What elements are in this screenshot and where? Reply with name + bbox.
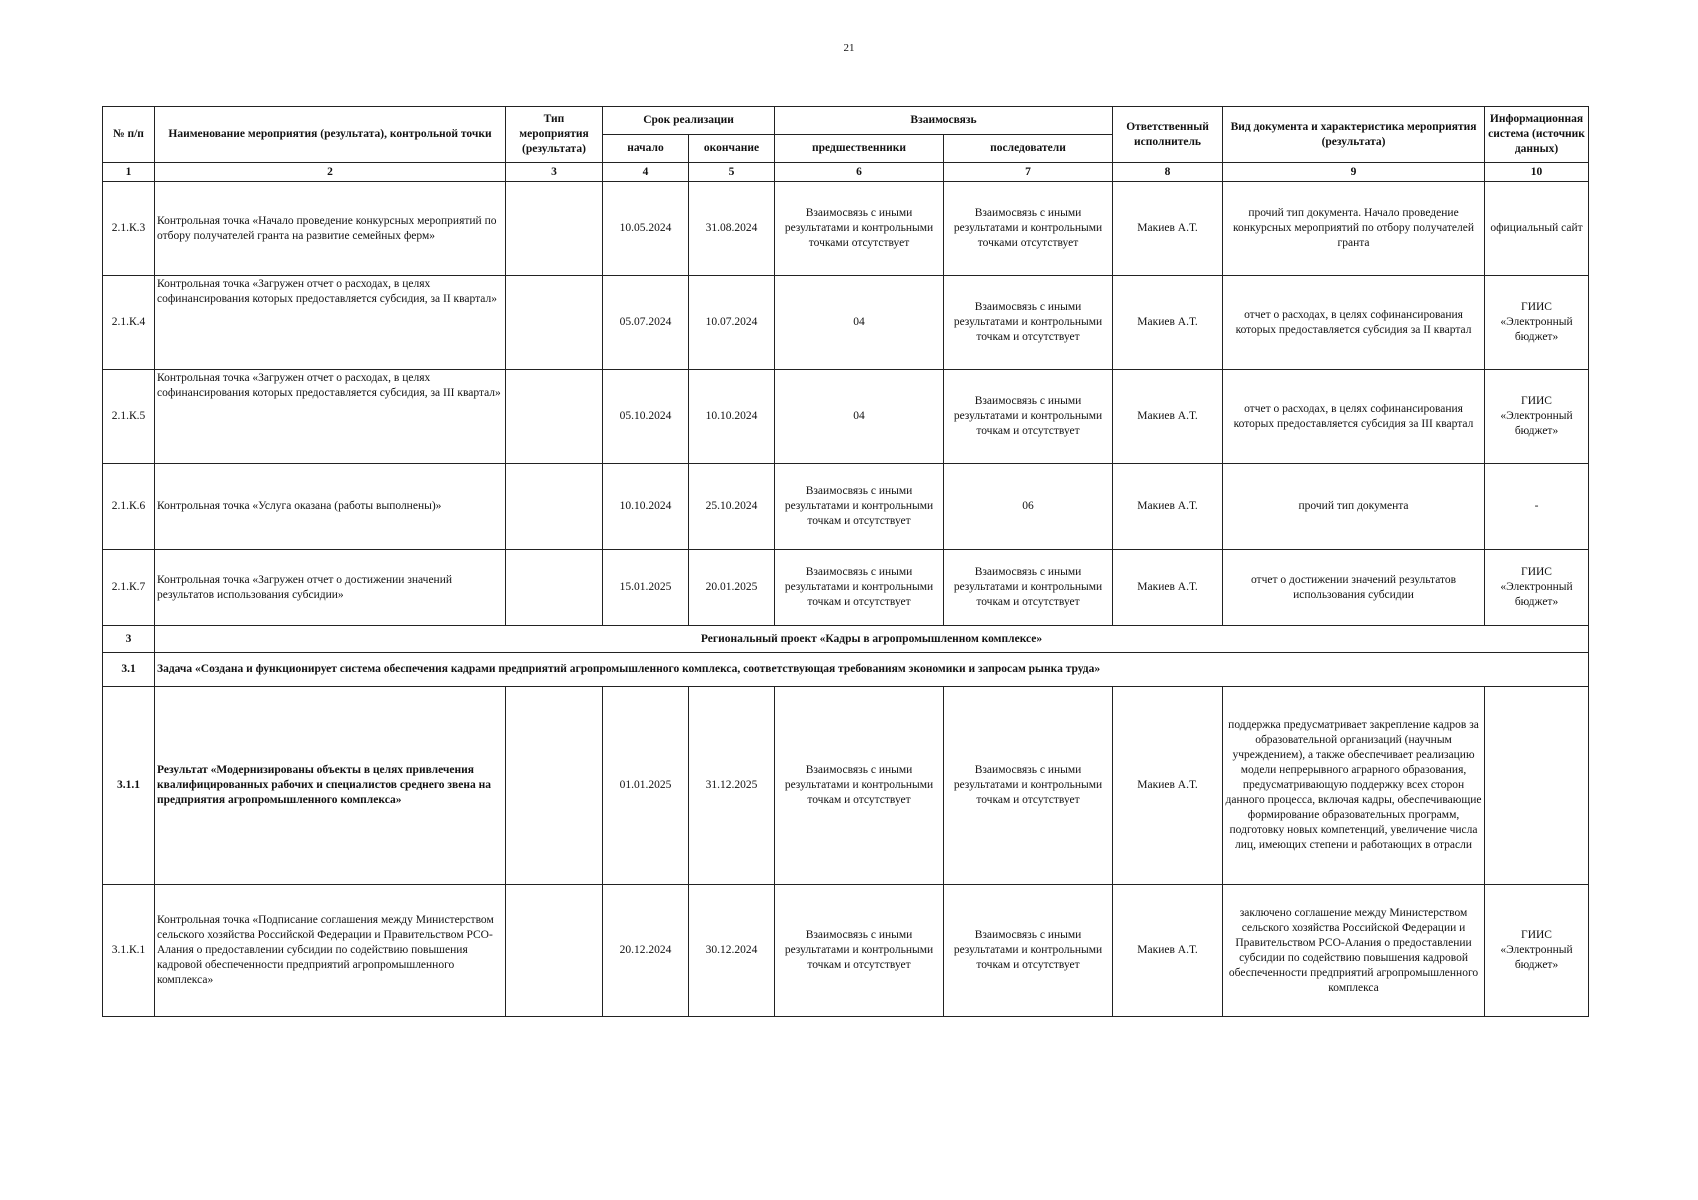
header-type: Тип мероприятия (результата) xyxy=(506,107,603,163)
cell-resp: Макиев А.Т. xyxy=(1113,182,1223,276)
cell-info: ГИИС «Электронный бюджет» xyxy=(1485,370,1589,464)
cell-end: 31.12.2025 xyxy=(689,687,775,885)
col-number: 9 xyxy=(1223,163,1485,182)
section-row xyxy=(103,626,1589,653)
cell-end: 10.10.2024 xyxy=(689,370,775,464)
header-term: Срок реализации xyxy=(603,107,775,135)
cell-type xyxy=(506,370,603,464)
col-number: 2 xyxy=(155,163,506,182)
cell-doc: заключено соглашение между Министерством сельского хозяйства Российской Федерации и Правительством РСО-Алания о предоставлении субсидии по содействию повышения кадровой обеспеченности предприятий агропромышленного комплекса xyxy=(1223,885,1485,1017)
cell-end: 20.01.2025 xyxy=(689,550,775,626)
cell-info: ГИИС «Электронный бюджет» xyxy=(1485,885,1589,1017)
header-pred: предшественники xyxy=(775,135,944,163)
cell-pred: Взаимосвязь с иными результатами и контрольными точкам и отсутствует xyxy=(775,550,944,626)
cell-resp: Макиев А.Т. xyxy=(1113,370,1223,464)
cell-pred: Взаимосвязь с иными результатами и контрольными точкам и отсутствует xyxy=(775,885,944,1017)
column-number-row xyxy=(103,163,1589,182)
table-row xyxy=(103,687,1589,885)
cell-num: 3.1.1 xyxy=(103,687,155,885)
cell-name: Контрольная точка «Загружен отчет о достижении значений результатов использования субсидии» xyxy=(155,550,506,626)
cell-pred: Взаимосвязь с иными результатами и контрольными точкам и отсутствует xyxy=(775,464,944,550)
cell-info: ГИИС «Электронный бюджет» xyxy=(1485,550,1589,626)
table-row xyxy=(103,182,1589,276)
cell-doc: отчет о расходах, в целях софинансирования которых предоставляется субсидия за III квартал xyxy=(1223,370,1485,464)
cell-succ: Взаимосвязь с иными результатами и контрольными точкам и отсутствует xyxy=(944,276,1113,370)
cell-start: 05.07.2024 xyxy=(603,276,689,370)
task-row xyxy=(103,653,1589,687)
task-title: Задача «Создана и функционирует система обеспечения кадрами предприятий агропромышленного комплекса, соответствующая требованиям экономики и запросам рынка труда» xyxy=(155,653,1589,687)
cell-succ: 06 xyxy=(944,464,1113,550)
cell-resp: Макиев А.Т. xyxy=(1113,550,1223,626)
cell-succ: Взаимосвязь с иными результатами и контрольными точкам и отсутствует xyxy=(944,370,1113,464)
cell-start: 05.10.2024 xyxy=(603,370,689,464)
cell-succ: Взаимосвязь с иными результатами и контрольными точкам и отсутствует xyxy=(944,550,1113,626)
col-number: 5 xyxy=(689,163,775,182)
cell-doc: поддержка предусматривает закрепление кадров за образовательной организаций (научным учреждением), а также обеспечивает реализацию модели непрерывного аграрного образования, предусматривающую поддержку всех сторон данного процесса, включая кадры, обеспечивающие формирование образовательных программ, подготовку новых компетенций, увеличение числа лиц, имеющих степени и работающих в отрасли xyxy=(1223,687,1485,885)
cell-type xyxy=(506,464,603,550)
table-row xyxy=(103,370,1589,464)
cell-info: - xyxy=(1485,464,1589,550)
cell-num: 2.1.К.6 xyxy=(103,464,155,550)
cell-pred: 04 xyxy=(775,276,944,370)
header-link: Взаимосвязь xyxy=(775,107,1113,135)
cell-start: 15.01.2025 xyxy=(603,550,689,626)
cell-name: Контрольная точка «Загружен отчет о расходах, в целях софинансирования которых предоставляется субсидия, за III квартал» xyxy=(155,370,506,464)
cell-type xyxy=(506,182,603,276)
section-num: 3 xyxy=(103,626,155,653)
cell-info: ГИИС «Электронный бюджет» xyxy=(1485,276,1589,370)
cell-resp: Макиев А.Т. xyxy=(1113,464,1223,550)
cell-name: Результат «Модернизированы объекты в целях привлечения квалифицированных рабочих и специалистов среднего звена на предприятия агропромышленного комплекса» xyxy=(155,687,506,885)
cell-doc: отчет о расходах, в целях софинансирования которых предоставляется субсидия за II квартал xyxy=(1223,276,1485,370)
table-row xyxy=(103,550,1589,626)
cell-start: 20.12.2024 xyxy=(603,885,689,1017)
section-title: Региональный проект «Кадры в агропромышленном комплексе» xyxy=(155,626,1589,653)
cell-resp: Макиев А.Т. xyxy=(1113,687,1223,885)
cell-doc: прочий тип документа. Начало проведение конкурсных мероприятий по отбору получателей гранта xyxy=(1223,182,1485,276)
cell-type xyxy=(506,550,603,626)
cell-succ: Взаимосвязь с иными результатами и контрольными точкам и отсутствует xyxy=(944,885,1113,1017)
col-number: 7 xyxy=(944,163,1113,182)
col-number: 3 xyxy=(506,163,603,182)
header-end: окончание xyxy=(689,135,775,163)
cell-type xyxy=(506,276,603,370)
cell-pred: 04 xyxy=(775,370,944,464)
cell-name: Контрольная точка «Загружен отчет о расходах, в целях софинансирования которых предоставляется субсидия, за II квартал» xyxy=(155,276,506,370)
page-number: 21 xyxy=(843,42,855,54)
cell-succ: Взаимосвязь с иными результатами и контрольными точкам и отсутствует xyxy=(944,687,1113,885)
col-number: 4 xyxy=(603,163,689,182)
table-row xyxy=(103,276,1589,370)
cell-type xyxy=(506,885,603,1017)
task-num: 3.1 xyxy=(103,653,155,687)
cell-doc: отчет о достижении значений результатов использования субсидии xyxy=(1223,550,1485,626)
header-num: № п/п xyxy=(103,107,155,163)
cell-type xyxy=(506,687,603,885)
cell-resp: Макиев А.Т. xyxy=(1113,885,1223,1017)
cell-name: Контрольная точка «Услуга оказана (работы выполнены)» xyxy=(155,464,506,550)
cell-resp: Макиев А.Т. xyxy=(1113,276,1223,370)
cell-num: 2.1.К.7 xyxy=(103,550,155,626)
col-number: 10 xyxy=(1485,163,1589,182)
cell-end: 30.12.2024 xyxy=(689,885,775,1017)
cell-num: 2.1.К.3 xyxy=(103,182,155,276)
cell-start: 01.01.2025 xyxy=(603,687,689,885)
table-row xyxy=(103,464,1589,550)
col-number: 6 xyxy=(775,163,944,182)
cell-start: 10.05.2024 xyxy=(603,182,689,276)
measures-table xyxy=(102,106,1589,1017)
header-info: Информационная система (источник данных) xyxy=(1485,107,1589,163)
cell-succ: Взаимосвязь с иными результатами и контрольными точками отсутствует xyxy=(944,182,1113,276)
table-row xyxy=(103,885,1589,1017)
cell-end: 10.07.2024 xyxy=(689,276,775,370)
cell-pred: Взаимосвязь с иными результатами и контрольными точкам и отсутствует xyxy=(775,687,944,885)
cell-num: 2.1.К.4 xyxy=(103,276,155,370)
cell-name: Контрольная точка «Подписание соглашения между Министерством сельского хозяйства Российской Федерации и Правительством РСО-Алания о предоставлении субсидии по содействию повышения кадровой обеспеченности предприятий агропромышленного комплекса» xyxy=(155,885,506,1017)
col-number: 8 xyxy=(1113,163,1223,182)
cell-info: официальный сайт xyxy=(1485,182,1589,276)
cell-end: 25.10.2024 xyxy=(689,464,775,550)
cell-info xyxy=(1485,687,1589,885)
col-number: 1 xyxy=(103,163,155,182)
cell-start: 10.10.2024 xyxy=(603,464,689,550)
cell-end: 31.08.2024 xyxy=(689,182,775,276)
header-resp: Ответственный исполнитель xyxy=(1113,107,1223,163)
cell-num: 2.1.К.5 xyxy=(103,370,155,464)
cell-pred: Взаимосвязь с иными результатами и контрольными точками отсутствует xyxy=(775,182,944,276)
cell-doc: прочий тип документа xyxy=(1223,464,1485,550)
header-succ: последователи xyxy=(944,135,1113,163)
header-doc: Вид документа и характеристика мероприятия (результата) xyxy=(1223,107,1485,163)
cell-name: Контрольная точка «Начало проведение конкурсных мероприятий по отбору получателей гранта на развитие семейных ферм» xyxy=(155,182,506,276)
cell-num: 3.1.К.1 xyxy=(103,885,155,1017)
header-name: Наименование мероприятия (результата), контрольной точки xyxy=(155,107,506,163)
header-start: начало xyxy=(603,135,689,163)
